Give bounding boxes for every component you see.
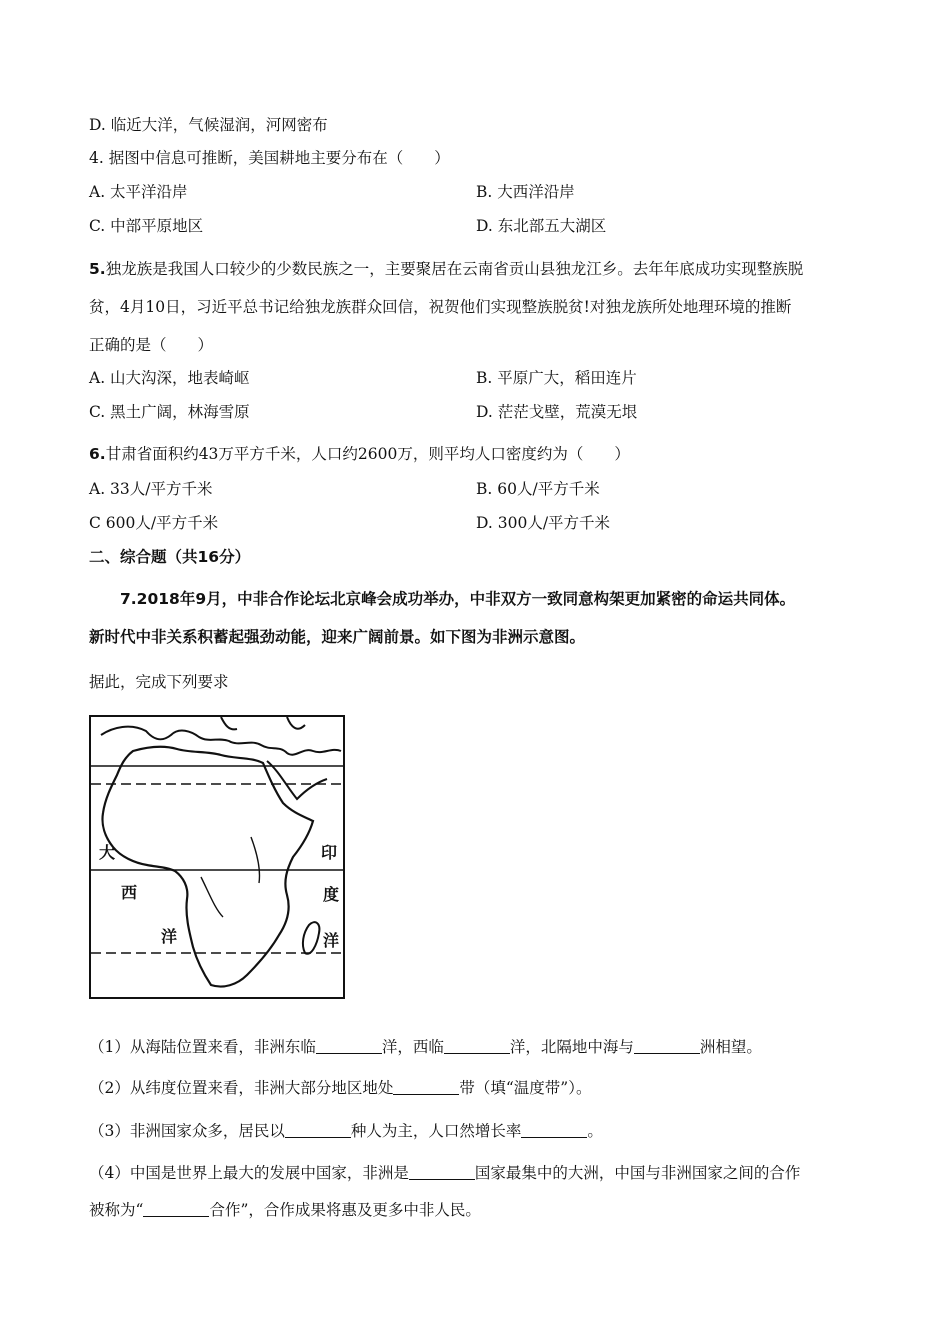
q4-option-a: A. 太平洋沿岸 bbox=[89, 183, 188, 201]
q7-sub1 bbox=[89, 1039, 762, 1056]
q5-stem-line2: 贫，4月10日，习近平总书记给独龙族群众回信，祝贺他们实现整族脱贫!对独龙族所处地理环境的推断 bbox=[89, 298, 792, 316]
q7-sub1-text-a: （1）从海陆位置来看，非洲东临 bbox=[89, 1038, 316, 1056]
answer-blank-5[interactable] bbox=[285, 1123, 351, 1138]
q6-stem-text: 甘肃省面积约43万平方千米，人口约2600万，则平均人口密度约为（ ） bbox=[105, 445, 630, 463]
q7-sub3-text-c: 。 bbox=[587, 1122, 603, 1140]
q6-stem-line bbox=[89, 447, 630, 463]
q5-stem-line3: 正确的是（ ） bbox=[89, 336, 214, 354]
q7-sub2-text-b: 带（填“温度带”）。 bbox=[459, 1079, 592, 1097]
q7-instruction: 据此，完成下列要求 bbox=[89, 673, 229, 691]
q7-sub4-text-a: （4）中国是世界上最大的发展中国家，非洲是 bbox=[89, 1164, 409, 1182]
q7-sub4-text-d: 合作”，合作成果将惠及更多中非人民。 bbox=[209, 1201, 481, 1219]
q4-option-d: D. 东北部五大湖区 bbox=[476, 217, 607, 235]
answer-blank-1[interactable] bbox=[316, 1039, 382, 1054]
answer-blank-6[interactable] bbox=[521, 1123, 587, 1138]
q7-intro-line1: 7.2018年9月，中非合作论坛北京峰会成功举办，中非双方一致同意构架更加紧密的命运共同体。 bbox=[120, 590, 796, 608]
section2-heading: 二、综合题（共16分） bbox=[89, 548, 251, 566]
q7-sub1-text-b: 洋，西临 bbox=[381, 1038, 444, 1056]
map-label-yin: 印 bbox=[321, 843, 338, 862]
answer-blank-7[interactable] bbox=[409, 1165, 475, 1180]
q6-option-b: B. 60人/平方千米 bbox=[476, 480, 600, 498]
answer-blank-8[interactable] bbox=[143, 1202, 209, 1217]
map-label-du: 度 bbox=[323, 885, 340, 904]
q7-sub1-text-d: 洲相望。 bbox=[699, 1038, 762, 1056]
map-label-xi: 西 bbox=[121, 883, 138, 902]
q6-option-a: A. 33人/平方千米 bbox=[89, 480, 213, 498]
q7-sub2 bbox=[89, 1080, 591, 1097]
q7-sub3-text-b: 种人为主，人口然增长率 bbox=[350, 1122, 522, 1140]
q7-sub3 bbox=[89, 1123, 603, 1140]
q7-sub1-text-c: 洋，北隔地中海与 bbox=[509, 1038, 634, 1056]
q3-option-d: D. 临近大洋，气候湿润，河网密布 bbox=[89, 116, 328, 134]
q7-sub3-text-a: （3）非洲国家众多，居民以 bbox=[89, 1122, 285, 1140]
q5-number: 5. bbox=[89, 260, 106, 278]
answer-blank-4[interactable] bbox=[393, 1080, 459, 1095]
q6-option-c: C 600人/平方千米 bbox=[89, 514, 219, 532]
q5-option-a: A. 山大沟深，地表崎岖 bbox=[89, 369, 250, 387]
q6-number: 6. bbox=[89, 445, 106, 463]
q5-option-c: C. 黑土广阔，林海雪原 bbox=[89, 403, 250, 421]
q7-sub4-line2 bbox=[89, 1202, 481, 1219]
africa-map bbox=[89, 715, 345, 999]
q5-option-d: D. 茫茫戈壁，荒漠无垠 bbox=[476, 403, 638, 421]
q5-stem-text1: 独龙族是我国人口较少的少数民族之一，主要聚居在云南省贡山县独龙江乡。去年年底成功实现整族脱 bbox=[105, 260, 804, 278]
q4-option-c: C. 中部平原地区 bbox=[89, 217, 204, 235]
q7-sub4-line1 bbox=[89, 1165, 800, 1182]
q6-option-d: D. 300人/平方千米 bbox=[476, 514, 611, 532]
answer-blank-2[interactable] bbox=[444, 1039, 510, 1054]
q7-sub2-text-a: （2）从纬度位置来看，非洲大部分地区地处 bbox=[89, 1079, 394, 1097]
africa-outline-drawing bbox=[91, 717, 343, 997]
q5-stem-line1 bbox=[89, 262, 803, 278]
q7-sub4-text-c: 被称为“ bbox=[89, 1201, 144, 1219]
map-label-da: 大 bbox=[99, 843, 116, 862]
q7-intro-line2: 新时代中非关系积蓄起强劲动能，迎来广阔前景。如下图为非洲示意图。 bbox=[89, 628, 586, 646]
q4-option-b: B. 大西洋沿岸 bbox=[476, 183, 575, 201]
answer-blank-3[interactable] bbox=[634, 1039, 700, 1054]
q5-option-b: B. 平原广大，稻田连片 bbox=[476, 369, 637, 387]
q4-stem: 4. 据图中信息可推断，美国耕地主要分布在（ ） bbox=[89, 149, 450, 167]
q7-sub4-text-b: 国家最集中的大洲，中国与非洲国家之间的合作 bbox=[474, 1164, 801, 1182]
map-label-yang-right: 洋 bbox=[323, 931, 340, 950]
map-label-yang-left: 洋 bbox=[161, 927, 178, 946]
